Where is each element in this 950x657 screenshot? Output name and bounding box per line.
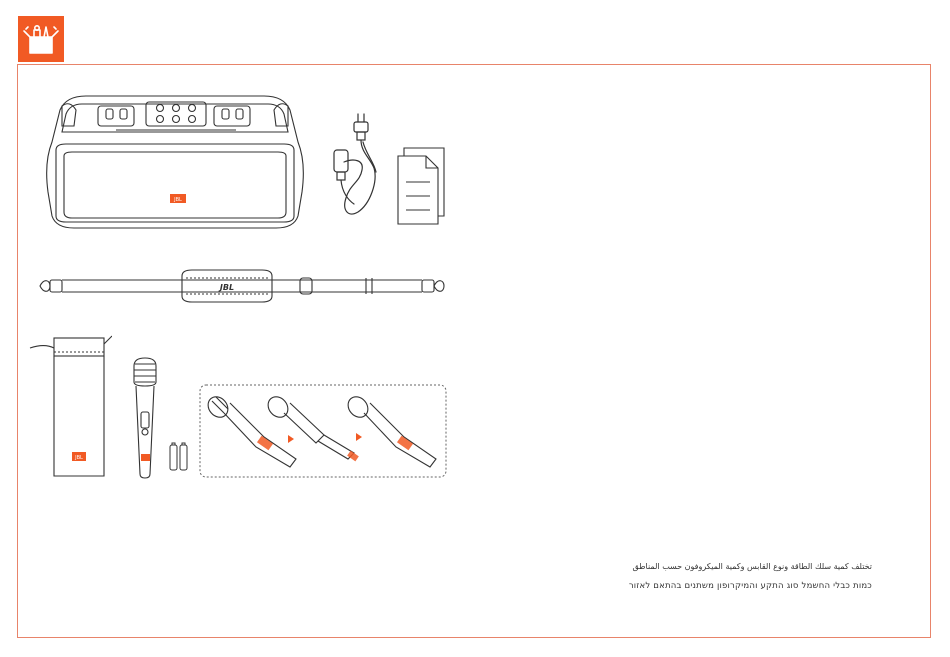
speaker-illustration: [36, 92, 314, 232]
shoulder-strap-illustration: [36, 266, 448, 304]
power-cord-illustration: [330, 112, 384, 224]
battery-installation-steps: [198, 383, 448, 479]
wireless-microphone-illustration: [128, 356, 162, 480]
region-note-arabic: تختلف كمية سلك الطاقة ونوع القابس وكمية الميكروفون حسب المناطق: [632, 562, 872, 571]
carry-bag-illustration: [26, 334, 112, 480]
documents-illustration: [396, 146, 448, 226]
box-contents-icon: [18, 16, 64, 62]
region-note-hebrew: כמות כבלי החשמל סוג התקע והמיקרופון משתנים בהתאם לאזור: [628, 581, 872, 591]
svg-text:JBL: JBL: [75, 455, 83, 461]
svg-text:JBL: JBL: [174, 197, 182, 203]
svg-text:JBL: JBL: [219, 283, 235, 292]
aa-batteries-illustration: [168, 442, 190, 472]
